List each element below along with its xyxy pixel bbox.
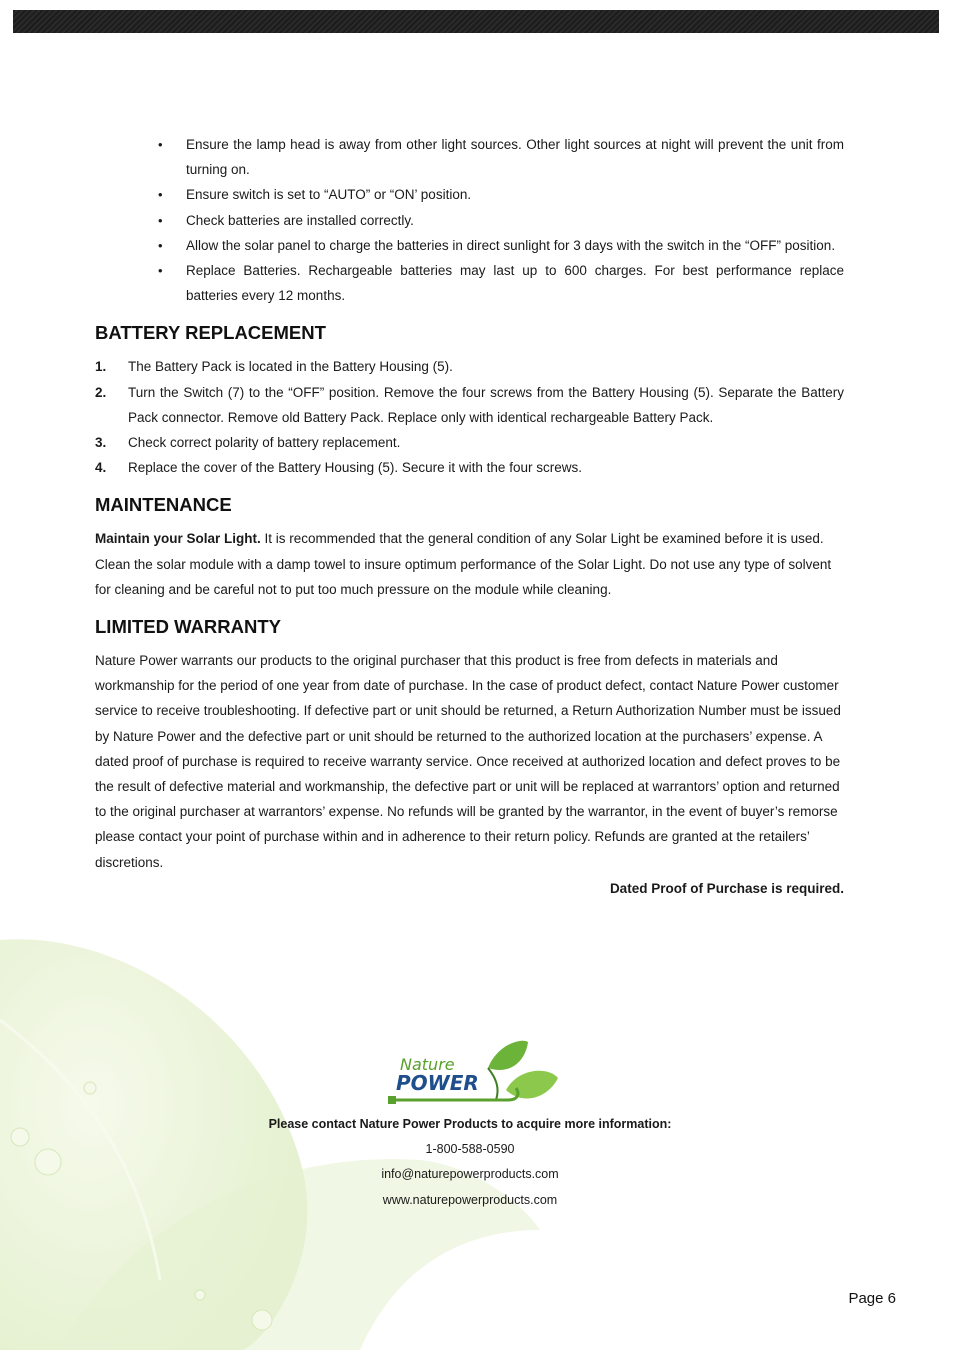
step-item [95, 455, 844, 480]
battery-steps-list [95, 354, 844, 480]
step-item [95, 354, 844, 379]
contact-website: www.naturepowerproducts.com [382, 1193, 558, 1207]
troubleshooting-list [95, 132, 844, 308]
step-text: The Battery Pack is located in the Battery Housing (5). [128, 359, 453, 375]
proof-of-purchase-note: Dated Proof of Purchase is required. [609, 880, 844, 896]
svg-text:POWER: POWER [396, 1071, 479, 1095]
bullet-item: • Replace Batteries. Rechargeable batteries may last up to 600 charges. For best performance replace batteries every 12 months. [186, 258, 844, 308]
step-text: Turn the Switch (7) to the “OFF” position. Remove the four screws from the Battery Housing (5). Separate the Battery Pack connector. Remove old Battery Pack. Replace only with identical rechargeable Battery Pack. [128, 384, 844, 425]
bullet-item: • Allow the solar panel to charge the batteries in direct sunlight for 3 days with the switch in the “OFF” position. [186, 233, 844, 258]
step-number: 3. [95, 435, 107, 451]
step-item [95, 380, 844, 430]
step-number: 4. [95, 460, 107, 476]
header-bar [13, 10, 939, 33]
step-text: Check correct polarity of battery replacement. [128, 435, 401, 451]
bullet-item: • Ensure the lamp head is away from other light sources. Other light sources at night will prevent the unit from turning on. [186, 132, 844, 182]
leaf-plug-icon [388, 1038, 563, 1110]
warranty-paragraph: Nature Power warrants our products to the original purchaser that this product is free from defects in materials and workmanship for the period of one year from date of purchase. In the case of product defect, contact Nature Power customer service to receive troubleshooting. If defective part or unit should be returned, a Return Authorization Number must be issued by Nature Power and the defective part or unit should be returned to the authorized location at the purchasers’ expense. A dated proof of purchase is required to receive warranty service. Once received at authorized location and defect proves to be the result of defective material and workmanship, the defective part or unit will be replaced at warrantors’ option and returned to the original purchaser at warrantors’ expense. No refunds will be granted by the warrantor, in the event of buyer’s remorse please contact your point of purchase within and in adherence to their return policy. Refunds are granted at the retailers’ discretions. [95, 653, 841, 870]
bullet-item: • Ensure switch is set to “AUTO” or “ON’ position. [186, 182, 844, 207]
maintenance-heading: MAINTENANCE [95, 494, 232, 516]
step-text: Replace the cover of the Battery Housing (5). Secure it with the four screws. [128, 460, 582, 476]
step-item [95, 430, 844, 455]
maintenance-paragraph [95, 526, 844, 602]
maintenance-body: It is recommended that the general condition of any Solar Light be examined before it is used. Clean the solar module with a damp towel to insure optimum performance of the Solar Light. Do not use any type of solvent for cleaning and be careful not to put too much pressure on the module while cleaning. [95, 531, 832, 597]
maintenance-lead: Maintain your Solar Light. [95, 531, 261, 547]
document-body [95, 132, 844, 901]
warranty-heading: LIMITED WARRANTY [95, 616, 282, 638]
contact-heading: Please contact Nature Power Products to acquire more information: [268, 1117, 672, 1131]
contact-email: info@naturepowerproducts.com [381, 1167, 559, 1181]
step-number: 1. [95, 359, 107, 375]
battery-replacement-heading: BATTERY REPLACEMENT [95, 322, 326, 344]
bullet-item: • Check batteries are installed correctly. [186, 208, 844, 233]
contact-phone: 1-800-588-0590 [425, 1142, 515, 1156]
step-number: 2. [95, 384, 107, 400]
svg-text:Nature: Nature [400, 1055, 455, 1074]
page-number: Page 6 [848, 1290, 896, 1307]
nature-power-logo [388, 1038, 563, 1110]
